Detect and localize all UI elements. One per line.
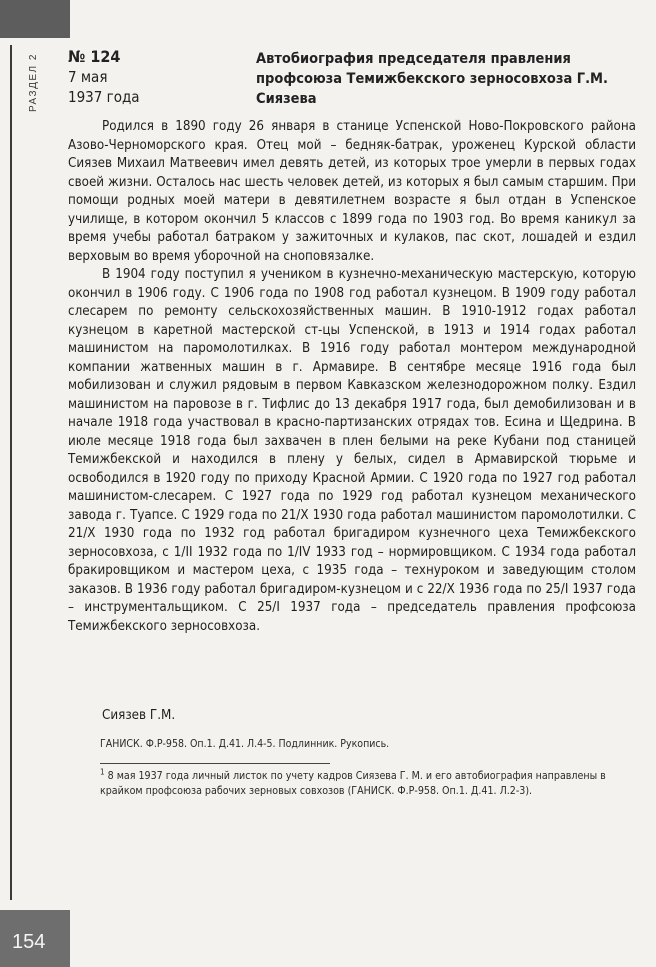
body-paragraph: Родился в 1890 году 26 января в станице Успенской Ново-Покровского района Азово-Черноморского края. Отец мой – бедняк-батрак, уроженец Курской области Сиязев Михаил Матвеевич имел девять детей, из которых трое умерли в первых годах своей жизни. Осталось нас шесть человек детей, из которых я был самым старшим. При помощи родных моей матери в девятилетнем возрасте я был отдан в Успенское училище, в котором окончил 5 классов с 1899 года по 1903 год. Во время каникул за время учебы работал батраком у зажиточных и кулаков, пас скот, лошадей и ездил верховым во время уборочной на сноповязалке. bbox=[68, 119, 636, 264]
footnote-marker: 1 bbox=[100, 767, 105, 777]
archive-reference: ГАНИСК. Ф.Р-958. Оп.1. Д.41. Л.4-5. Подлинник. Рукопись. bbox=[100, 738, 390, 750]
margin-rule bbox=[10, 45, 12, 900]
page-number: 154 bbox=[12, 931, 46, 953]
section-tab: РАЗДЕЛ 2 bbox=[28, 53, 39, 112]
document-date-year: 1937 года bbox=[68, 88, 140, 106]
document-date bbox=[68, 67, 140, 107]
document-number: № 124 bbox=[68, 47, 121, 66]
top-corner-bar bbox=[0, 0, 70, 38]
signature: Сиязев Г.М. bbox=[102, 708, 176, 723]
document-date-day: 7 мая bbox=[68, 68, 108, 86]
footnote bbox=[100, 769, 638, 799]
document-body bbox=[68, 118, 636, 636]
document-title: Автобиография председателя правления профсоюза Темижбекского зерносовхоза Г.М. Сиязева bbox=[256, 51, 608, 107]
footnote-text: 8 мая 1937 года личный листок по учету кадров Сиязева Г. М. и его автобиография направлены в крайком профсоюза рабочих зерновых совхозов (ГАНИСК. Ф.Р-958. Оп.1. Д.41. Л.2-3). bbox=[100, 770, 606, 797]
body-paragraph: В 1904 году поступил я учеником в кузнечно-механическую мастерскую, которую окончил в 1906 году. С 1906 года по 1908 год работал кузнецом. В 1909 году работал слесарем по ремонту сельскохозяйственных машин. В 1910-1912 годах работал кузнецом в каретной мастерской ст-цы Успенской, в 1913 и 1914 годах работал машинистом на паромолотилках. В 1916 году работал монтером международной компании жатвенных машин в г. Армавире. В сентябре месяце 1916 года был мобилизован и служил рядовым в первом Кавказском железнодорожном полку. Ездил машинистом на паровозе в г. Тифлис до 13 декабря 1917 года, был демобилизован и в начале 1918 года участвовал в красно-партизанских отрядах тов. Есина и Щедрина. В июле месяце 1918 года был захвачен в плен белыми на реке Кубани под станицей Темижбекской и находился в плену у белых, сидел в Армавирской тюрьме и освободился в 1920 году по приходу Красной Армии. С 1920 года по 1927 год работал машинистом-слесарем. С 1927 года по 1929 год работал кузнецом механического завода г. Туапсе. С 1929 года по 21/X 1930 года работал машинистом паромолотилки. С 21/X 1930 года по 1932 год работал бригадиром кузнечного цеха Темижбекского зерносовхоза, с 1/II 1932 года по 1/IV 1933 год – нормировщиком. С 1934 года работал бракировщиком и мастером цеха, с 1935 года – технуроком и заведующим столом заказов. В 1936 году работал бригадиром-кузнецом и с 22/X 1936 года по 25/I 1937 года – инструментальщиком. С 25/I 1937 года – председатель правления профсоюза Темижбекского зерносовхоза. bbox=[68, 267, 636, 634]
footnote-divider bbox=[100, 763, 330, 764]
